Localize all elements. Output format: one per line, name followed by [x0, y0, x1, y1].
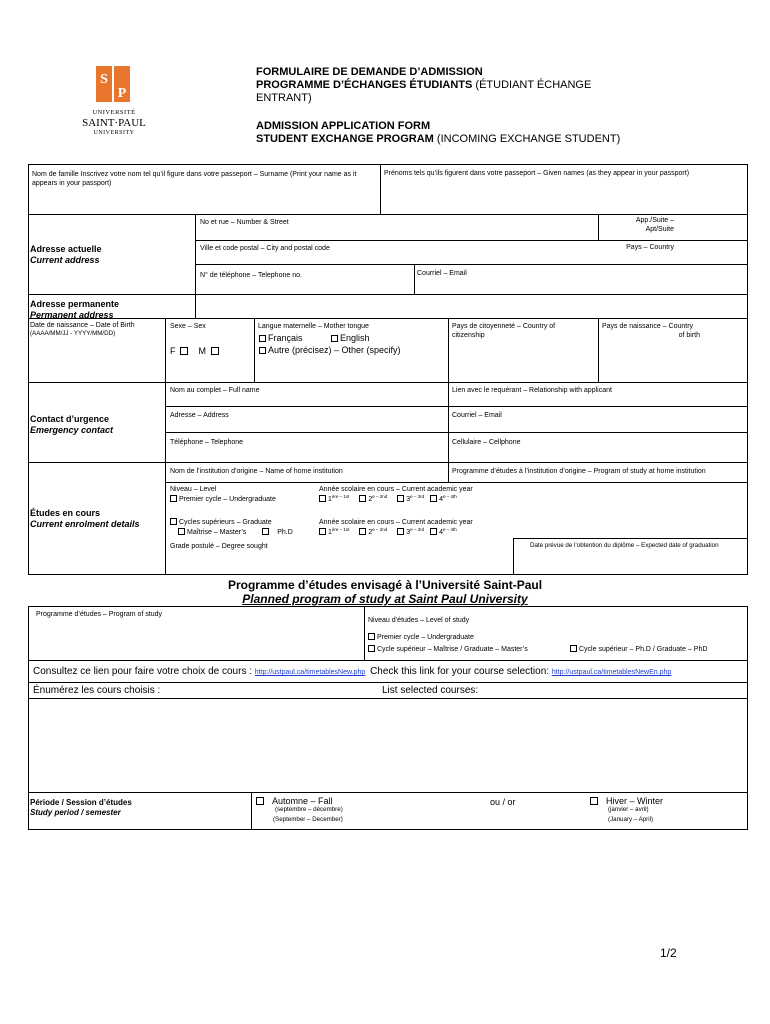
dob-label-1: Date de naissance – Date of Birth: [30, 322, 135, 329]
planned-program-title-fr: Programme d’études envisagé à l’Université Saint-Paul: [227, 578, 543, 592]
graduate-sub-options: [178, 528, 293, 537]
timetable-link-en[interactable]: http://ustpaul.ca/timetablesNewEn.php: [551, 669, 672, 676]
logo-text-3: UNIVERSITY: [93, 130, 135, 136]
planned-program-title-en: Planned program of study at Saint Paul University: [242, 592, 528, 606]
planned-undergrad-option: [368, 633, 474, 642]
title-en-line-2: [256, 133, 676, 146]
title-en-program: STUDENT EXCHANGE PROGRAM: [256, 133, 434, 145]
svg-text:P: P: [117, 86, 127, 101]
timetable-link-fr[interactable]: http://ustpaul.ca/timetablesNew.php: [254, 669, 366, 676]
year-3-label: 3: [406, 496, 411, 503]
year-4-label-2: 4: [439, 529, 444, 536]
apt-label-2: Apt/Suite: [645, 226, 674, 233]
french-checkbox[interactable]: [259, 335, 266, 342]
program-of-study-label: Programme d’études – Program of study: [36, 611, 163, 618]
birth-country-label-2: of birth: [678, 332, 700, 339]
current-studies-fr: Études en cours: [30, 508, 101, 518]
fall-months-fr: (septembre – décembre): [275, 806, 343, 813]
study-period-en: Study period / semester: [30, 808, 121, 817]
home-institution-label: Nom de l’institution d’origine – Name of home institution: [170, 468, 343, 475]
permanent-address-label: [30, 299, 119, 321]
year-3-checkbox-2[interactable]: [397, 528, 404, 535]
emergency-email-label: Courriel – Email: [452, 412, 502, 419]
sex-f-checkbox[interactable]: [180, 347, 188, 355]
title-english: [256, 120, 676, 146]
birth-country-label: [602, 322, 700, 340]
year-1-label: 1: [328, 496, 332, 503]
phd-label: Ph.D: [277, 529, 293, 536]
tongue-options-row-2: [259, 345, 401, 356]
study-period-fr: Période / Session d’études: [30, 798, 132, 807]
fall-checkbox[interactable]: [256, 797, 264, 805]
apt-label-1: App./Suite –: [635, 217, 674, 224]
year-1-checkbox[interactable]: [319, 495, 326, 502]
citizenship-label-2: citizenship: [452, 332, 485, 339]
emergency-contact-label: [30, 414, 113, 436]
masters-checkbox[interactable]: [178, 528, 185, 535]
logo-text-2: SAINT·PAUL: [82, 117, 146, 129]
title-fr-line-2: [256, 79, 656, 92]
graduate-option: [170, 518, 272, 527]
title-fr-line-3: ENTRANT): [256, 92, 312, 104]
level-label: Niveau – Level: [170, 486, 217, 493]
year-1-checkbox-2[interactable]: [319, 528, 326, 535]
planned-masters-option: [368, 645, 528, 654]
svg-text:S: S: [100, 72, 108, 87]
graduation-date-label: Date prévue de l’obtention du diplôme – Expected date of graduation: [530, 542, 719, 549]
logo: [78, 64, 150, 140]
title-en-line-1: ADMISSION APPLICATION FORM: [256, 120, 431, 132]
current-studies-label: [30, 508, 140, 530]
street-label: No et rue – Number & Street: [200, 219, 289, 226]
year-4-label: 4: [439, 496, 444, 503]
year-3-suffix: e – 3rd: [410, 494, 425, 499]
undergrad-label: Premier cycle – Undergraduate: [179, 496, 276, 503]
logo-text-1: UNIVERSITÉ: [92, 109, 136, 116]
sex-f-label: F: [170, 346, 176, 356]
emergency-contact-fr: Contact d’urgence: [30, 414, 110, 424]
emergency-name-label: Nom au complet – Full name: [170, 387, 260, 394]
sex-m-label: M: [198, 346, 207, 356]
sex-label: Sexe – Sex: [170, 323, 206, 330]
planned-masters-label: Cycle supérieur – Maîtrise / Graduate – Master’s: [377, 646, 528, 653]
level-of-study-label: Niveau d’études – Level of study: [368, 617, 470, 624]
or-label: ou / or: [490, 797, 516, 807]
current-address-fr: Adresse actuelle: [30, 244, 102, 254]
emergency-cell-label: Cellulaire – Cellphone: [452, 439, 521, 446]
title-en-paren: (INCOMING EXCHANGE STUDENT): [433, 133, 621, 145]
year-2-label-2: 2: [368, 529, 373, 536]
planned-phd-checkbox[interactable]: [570, 645, 577, 652]
dob-label-2: (AAAA/MM/JJ - YYYY/MM/DD): [30, 330, 116, 337]
year-3-suffix-2: e – 3rd: [410, 527, 425, 532]
title-french: [256, 66, 656, 105]
page-number: 1/2: [660, 946, 677, 960]
current-address-en: Current address: [30, 255, 100, 265]
consult-en-label: Check this link for your course selection:: [370, 666, 550, 677]
emergency-phone-label: Téléphone – Telephone: [170, 439, 244, 446]
permanent-address-fr: Adresse permanente: [30, 299, 120, 309]
year-3-checkbox[interactable]: [397, 495, 404, 502]
planned-undergrad-checkbox[interactable]: [368, 633, 375, 640]
winter-label: Hiver – Winter: [606, 796, 664, 806]
fall-label: Automne – Fall: [272, 796, 333, 806]
tongue-options-row-1: [259, 333, 370, 344]
list-courses-fr-label: Énumérez les cours choisis :: [33, 685, 161, 696]
emergency-contact-en: Emergency contact: [30, 425, 114, 435]
mother-tongue-label: Langue maternelle – Mother tongue: [258, 323, 369, 330]
year-2-suffix-2: e – 2nd: [372, 527, 388, 532]
title-fr-line-1: FORMULAIRE DE DEMANDE D’ADMISSION: [256, 66, 483, 78]
year-4-checkbox-2[interactable]: [430, 528, 437, 535]
emergency-relationship-label: Lien avec le requérant – Relationship with applicant: [452, 387, 612, 394]
winter-months-fr: (janvier – avril): [608, 806, 649, 813]
university-logo-icon: [78, 64, 150, 108]
title-fr-program: PROGRAMME D’ÉCHANGES ÉTUDIANTS: [256, 79, 473, 91]
year-4-suffix: e – 4th: [443, 494, 457, 499]
planned-phd-option: [570, 645, 707, 654]
academic-year-options-2: [319, 528, 457, 537]
year-1-suffix: ère – 1st: [331, 494, 350, 499]
other-language-label: Autre (précisez) – Other (specify): [268, 345, 401, 355]
phone-label: N° de téléphone – Telephone no.: [200, 272, 302, 279]
study-period-label: [30, 798, 132, 818]
winter-checkbox[interactable]: [590, 797, 598, 805]
planned-undergrad-label: Premier cycle – Undergraduate: [377, 634, 474, 641]
list-courses-en-label: List selected courses:: [382, 685, 479, 696]
birth-country-label-1: Pays de naissance – Country: [602, 323, 694, 330]
winter-months-en: (January – April): [608, 816, 654, 823]
apt-label: [600, 216, 674, 234]
emergency-address-label: Adresse – Address: [170, 412, 229, 419]
masters-label: Maîtrise – Master’s: [187, 529, 247, 536]
current-studies-en: Current enrolment details: [30, 519, 140, 529]
current-address-label: [30, 244, 102, 266]
year-2-suffix: e – 2nd: [372, 494, 388, 499]
english-label: English: [340, 333, 370, 343]
home-program-label: Programme d’études à l’institution d’origine – Program of study at home institution: [452, 468, 706, 475]
academic-year-label-2: Année scolaire en cours – Current academic year: [319, 519, 473, 526]
citizenship-label: [452, 322, 555, 340]
year-4-suffix-2: e – 4th: [443, 527, 457, 532]
dob-label: [30, 321, 164, 338]
planned-phd-label: Cycle supérieur – Ph.D / Graduate – PhD: [579, 646, 708, 653]
undergrad-checkbox[interactable]: [170, 495, 177, 502]
french-label: Français: [268, 333, 303, 343]
other-language-checkbox[interactable]: [259, 347, 266, 354]
given-names-label: Prénoms tels qu’ils figurent dans votre passeport – Given names (as they appear in your passport): [384, 170, 690, 177]
course-link-row: [33, 666, 671, 679]
year-4-checkbox[interactable]: [430, 495, 437, 502]
academic-year-label-1: Année scolaire en cours – Current academic year: [319, 486, 473, 493]
english-checkbox[interactable]: [331, 335, 338, 342]
graduate-checkbox[interactable]: [170, 518, 177, 525]
sex-m-checkbox[interactable]: [211, 347, 219, 355]
year-3-label-2: 3: [406, 529, 411, 536]
city-label: Ville et code postal – City and postal code: [200, 245, 330, 252]
email-label: Courriel – Email: [417, 270, 467, 277]
graduate-label: Cycles supérieurs – Graduate: [179, 519, 272, 526]
country-label: Pays – Country: [626, 244, 674, 251]
permanent-address-en: Permanent address: [30, 310, 114, 320]
title-fr-paren: (ÉTUDIANT ÉCHANGE: [472, 79, 592, 91]
consult-fr-label: Consultez ce lien pour faire votre choix de cours :: [33, 666, 252, 677]
planned-masters-checkbox[interactable]: [368, 645, 375, 652]
year-2-checkbox[interactable]: [359, 495, 366, 502]
sex-options: [170, 346, 221, 357]
phd-checkbox[interactable]: [262, 528, 269, 535]
fall-months-en: (September – December): [273, 816, 343, 823]
year-1-suffix-2: ère – 1st: [331, 527, 350, 532]
year-2-label: 2: [368, 496, 373, 503]
citizenship-label-1: Pays de citoyenneté – Country of: [452, 323, 556, 330]
degree-sought-label: Grade postulé – Degree sought: [170, 543, 268, 550]
surname-label: Nom de famille Inscrivez votre nom tel qu’il figure dans votre passeport – Surname (Print your name as it appears in your passport): [32, 171, 357, 187]
year-2-checkbox-2[interactable]: [359, 528, 366, 535]
year-1-label-2: 1: [328, 529, 332, 536]
academic-year-options-1: [319, 495, 457, 504]
undergrad-option: [170, 495, 276, 504]
